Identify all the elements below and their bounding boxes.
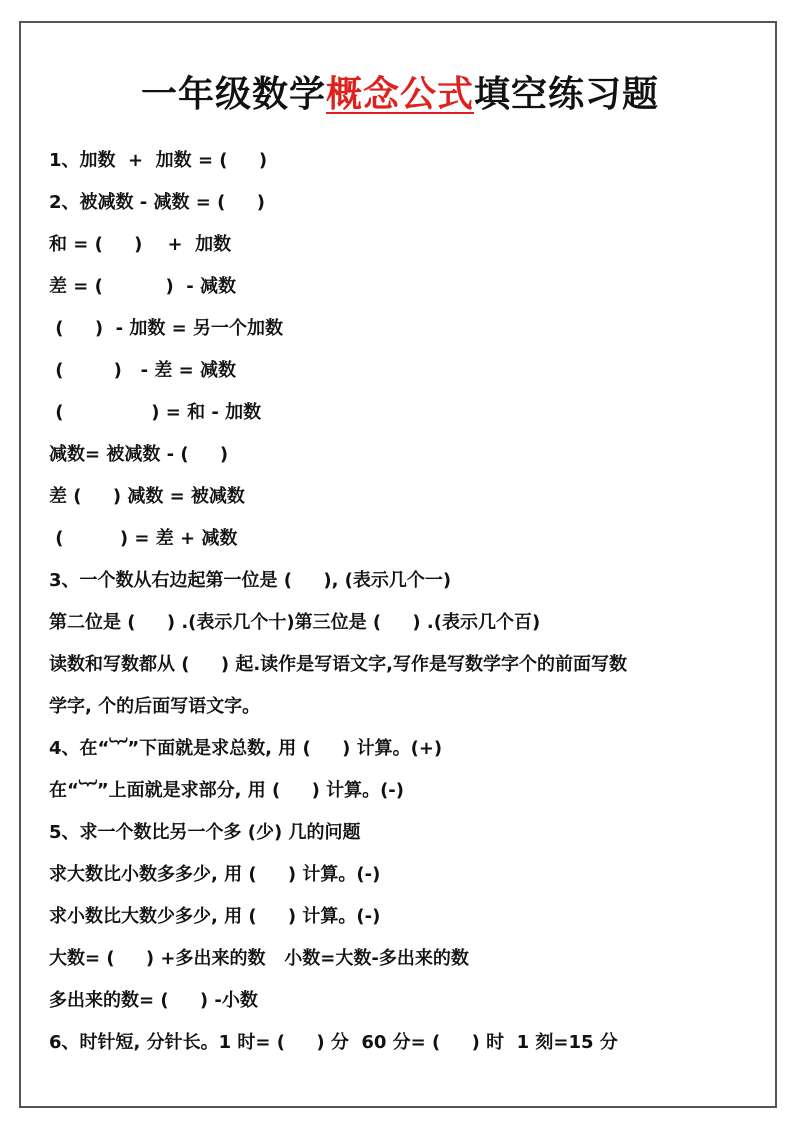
question-line: 4、在“︸”下面就是求总数, 用 ( ) 计算。(+) xyxy=(49,738,443,759)
question-line: 差 = ( ) - 减数 xyxy=(49,276,237,297)
title-suffix: 填空练习题 xyxy=(474,73,660,115)
question-line: 第二位是 ( ) .(表示几个十)第三位是 ( ) .(表示几个百) xyxy=(49,612,541,633)
question-line: 多出来的数= ( ) -小数 xyxy=(49,990,258,1011)
question-line: 差 ( ) 减数 = 被减数 xyxy=(49,486,245,507)
question-line: 和 = ( ) + 加数 xyxy=(49,234,232,255)
question-line: ( ) = 差 + 减数 xyxy=(49,528,238,549)
question-line: ( ) = 和 - 加数 xyxy=(49,402,262,423)
page-border xyxy=(19,21,777,1108)
question-line: 6、时针短, 分针长。1 时= ( ) 分 60 分= ( ) 时 1 刻=15 分 xyxy=(49,1032,618,1053)
question-line: ( ) - 差 = 减数 xyxy=(49,360,237,381)
question-line: 读数和写数都从 ( ) 起.读作是写语文字,写作是写数学字个的前面写数 xyxy=(49,654,627,675)
question-line: 大数= ( ) +多出来的数 小数=大数-多出来的数 xyxy=(49,948,469,969)
question-line: 2、被减数 - 减数 = ( ) xyxy=(49,192,265,213)
question-line: 1、加数 + 加数 = ( ) xyxy=(49,150,268,171)
question-line: 在“︸”上面就是求部分, 用 ( ) 计算。(-) xyxy=(49,780,405,801)
question-line: ( ) - 加数 = 另一个加数 xyxy=(49,318,283,339)
title-prefix: 一年级数学 xyxy=(140,73,326,115)
title-highlight: 概念公式 xyxy=(325,73,474,115)
question-line: 学字, 个的后面写语文字。 xyxy=(49,696,261,717)
worksheet-title xyxy=(0,66,800,117)
question-line: 求大数比小数多多少, 用 ( ) 计算。(-) xyxy=(49,864,381,885)
question-line: 减数= 被减数 - ( ) xyxy=(49,444,229,465)
question-line: 3、一个数从右边起第一位是 ( ), (表示几个一) xyxy=(49,570,452,591)
question-line: 5、求一个数比另一个多 (少) 几的问题 xyxy=(49,822,361,843)
question-line: 求小数比大数少多少, 用 ( ) 计算。(-) xyxy=(49,906,381,927)
